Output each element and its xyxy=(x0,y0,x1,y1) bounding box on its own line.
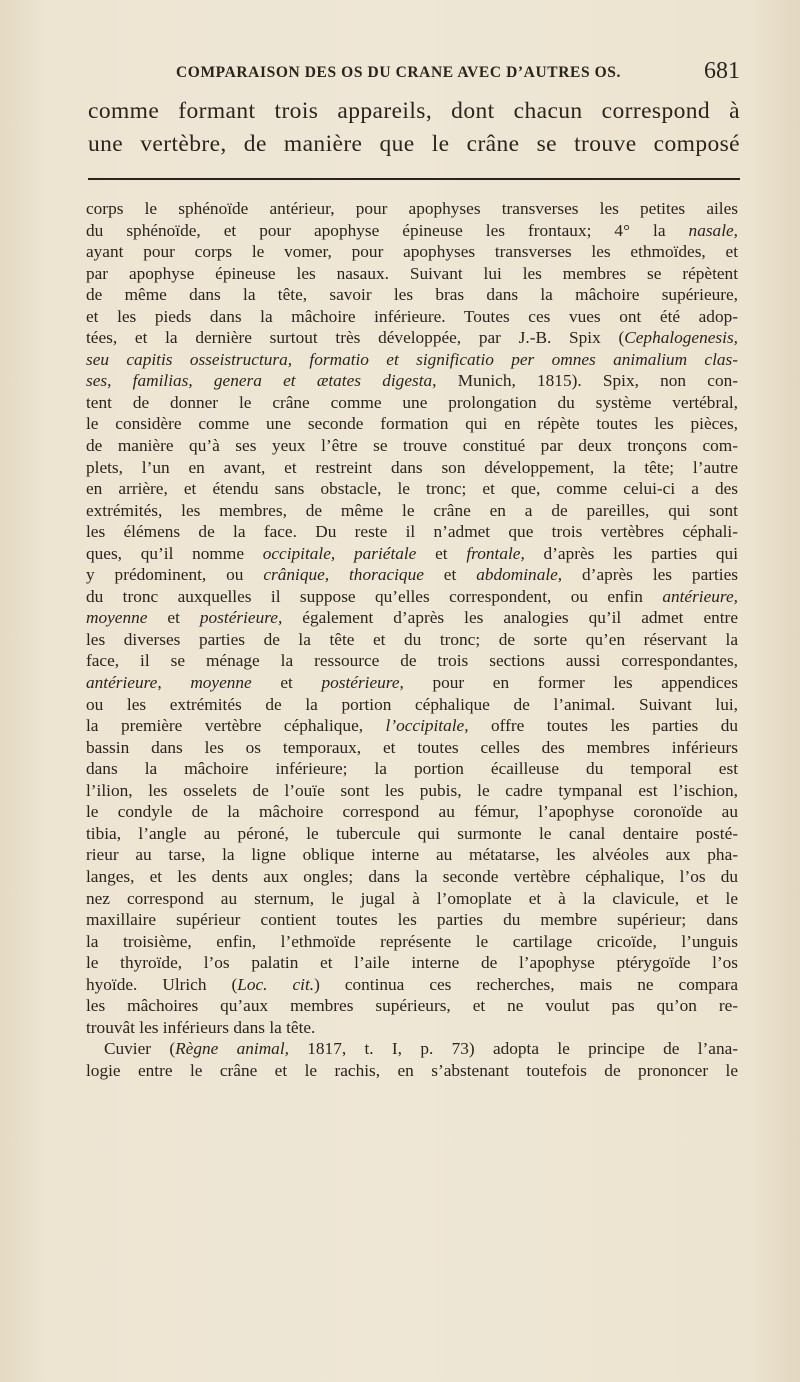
footnote-line: par apophyse épineuse les nasaux. Suivant lui les membres se répètent xyxy=(86,263,738,283)
footnote-block xyxy=(86,198,738,1081)
footnote-line: les mâchoires qu’aux membres supérieurs, et ne voulut pas qu’on re- xyxy=(86,996,738,1016)
footnote-line: langes, et les dents aux ongles; dans la seconde vertèbre céphalique, l’os du xyxy=(86,866,738,886)
footnote-line: Cuvier (Règne animal, 1817, t. I, p. 73) adopta le principe de l’ana- xyxy=(104,1039,738,1059)
footnote-line: logie entre le crâne et le rachis, en s’abstenant toutefois de prononcer le xyxy=(86,1060,738,1080)
footnote-line: le thyroïde, l’os palatin et l’aile interne de l’apophyse ptérygoïde l’os xyxy=(86,953,738,973)
body-text-line-2: une vertèbre, de manière que le crâne se trouve composé xyxy=(88,131,740,157)
running-head-title: COMPARAISON DES OS DU CRANE AVEC D’AUTRES OS. xyxy=(176,64,621,81)
footnote-line: du tronc auxquelles il suppose qu’elles correspondent, ou enfin antérieure, xyxy=(86,586,738,606)
footnote-line: le condyle de la mâchoire correspond au fémur, l’apophyse coronoïde au xyxy=(86,802,738,822)
footnote-line: extrémités, les membres, de même le crâne en a de pareilles, qui sont xyxy=(86,500,738,520)
footnote-line: dans la mâchoire inférieure; la portion écailleuse du temporal est xyxy=(86,759,738,779)
footnote-line: bassin dans les os temporaux, et toutes celles des membres inférieurs xyxy=(86,737,738,757)
footnote-line: ques, qu’il nomme occipitale, pariétale et frontale, d’après les parties qui xyxy=(86,543,738,563)
footnote-line: du sphénoïde, et pour apophyse épineuse les frontaux; 4° la nasale, xyxy=(86,220,738,240)
footnote-line: les diverses parties de la tête et du tronc; de sorte qu’en réservant la xyxy=(86,629,738,649)
footnote-line: plets, l’un en avant, et restreint dans son développement, la tête; l’autre xyxy=(86,457,738,477)
footnote-line: ou les extrémités de la portion céphalique de l’animal. Suivant lui, xyxy=(86,694,738,714)
footnote-line: tées, et la dernière surtout très développée, par J.-B. Spix (Cephalogenesis, xyxy=(86,328,738,348)
footnote-line: ses, familias, genera et ætates digesta, Munich, 1815). Spix, non con- xyxy=(86,371,738,391)
footnote-line: antérieure, moyenne et postérieure, pour en former les appendices xyxy=(86,673,738,693)
footnote-line: face, il se ménage la ressource de trois sections aussi correspondantes, xyxy=(86,651,738,671)
footnote-line: seu capitis osseistructura, formatio et significatio per omnes animalium clas- xyxy=(86,349,738,369)
footnote-line: hyoïde. Ulrich (Loc. cit.) continua ces recherches, mais ne compara xyxy=(86,974,738,994)
footnote-line: moyenne et postérieure, également d’après les analogies qu’il admet entre xyxy=(86,608,738,628)
page-number: 681 xyxy=(704,58,740,84)
footnote-line: y prédominent, ou crânique, thoracique et abdominale, d’après les parties xyxy=(86,565,738,585)
footnote-line: de manière qu’à ses yeux l’être se trouve constitué par deux tronçons com- xyxy=(86,436,738,456)
footnote-line: tent de donner le crâne comme une prolongation du système vertébral, xyxy=(86,392,738,412)
footnote-line: ayant pour corps le vomer, pour apophyses transverses les ethmoïdes, et xyxy=(86,242,738,262)
footnote-line: la première vertèbre céphalique, l’occipitale, offre toutes les parties du xyxy=(86,716,738,736)
footnote-line: et les pieds dans la mâchoire inférieure. Toutes ces vues ont été adop- xyxy=(86,306,738,326)
footnote-line: maxillaire supérieur contient toutes les parties du membre supérieur; dans xyxy=(86,910,738,930)
footnote-line: la troisième, enfin, l’ethmoïde représente le cartilage cricoïde, l’unguis xyxy=(86,931,738,951)
footnote-line: l’ilion, les osselets de l’ouïe sont les pubis, le cadre tympanal est l’ischion, xyxy=(86,780,738,800)
body-text-line-1: comme formant trois appareils, dont chacun correspond à xyxy=(88,98,740,124)
footnote-line: tibia, l’angle au péroné, le tubercule qui surmonte le canal dentaire posté- xyxy=(86,823,738,843)
footnote-line: nez correspond au sternum, le jugal à l’omoplate et à la clavicule, et le xyxy=(86,888,738,908)
footnote-line: corps le sphénoïde antérieur, pour apophyses transverses les petites ailes xyxy=(86,199,738,218)
footnote-line: trouvât les inférieurs dans la tête. xyxy=(86,1017,316,1037)
footnote-line: en arrière, et étendu sans obstacle, le tronc; et que, comme celui-ci a des xyxy=(86,479,738,499)
footnote-line: les élémens de la face. Du reste il n’admet que trois vertèbres céphali- xyxy=(86,522,738,542)
footnote-line: le considère comme une seconde formation qui en répète toutes les pièces, xyxy=(86,414,738,434)
footnote-separator-rule xyxy=(88,178,740,180)
running-header xyxy=(88,58,740,86)
footnote-line: de même dans la tête, savoir les bras dans la mâchoire supérieure, xyxy=(86,285,738,305)
footnote-line: rieur au tarse, la ligne oblique interne au métatarse, les alvéoles aux pha- xyxy=(86,845,738,865)
